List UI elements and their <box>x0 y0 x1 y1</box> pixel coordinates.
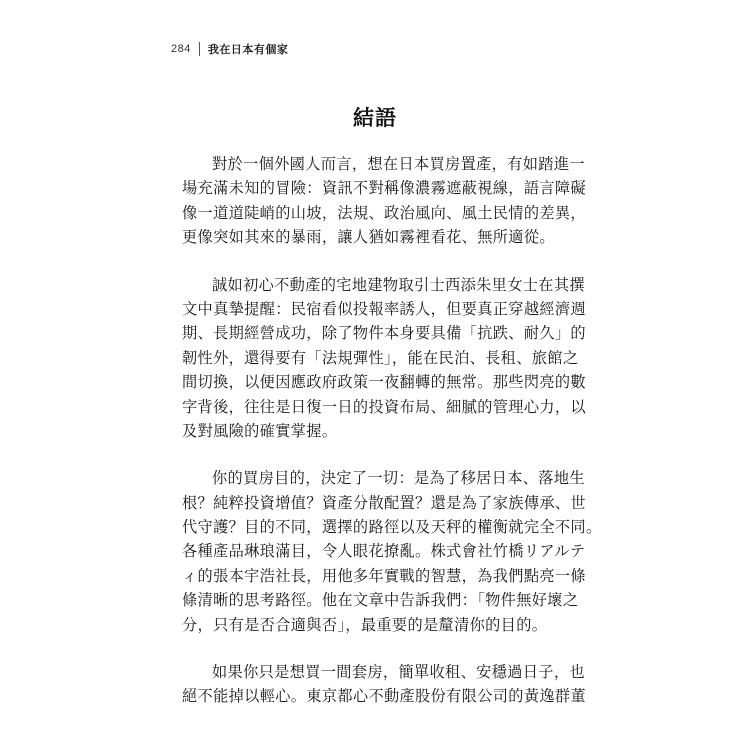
paragraph-line: 你的買房目的，決定了一切：是為了移居日本、落地生 <box>212 469 585 488</box>
paragraph-line: 場充滿未知的冒險：資訊不對稱像濃霧遮蔽視線，語言障礙 <box>182 179 586 198</box>
paragraph-gap <box>182 637 572 660</box>
paragraph-line: 韌性外，還得要有「法規彈性」，能在民泊、長租、旅館之 <box>182 348 579 367</box>
paragraph-line: 及對風險的確實掌握。 <box>182 421 338 440</box>
paragraph-line: 間切換，以便因應政府政策一夜翻轉的無常。那些閃亮的數 <box>182 373 586 392</box>
paragraph <box>182 152 586 250</box>
paragraph <box>182 660 586 709</box>
paragraph-line: 誠如初心不動產的宅地建物取引士西添朱里女士在其撰 <box>212 275 585 294</box>
page-number: 284 <box>171 43 191 55</box>
paragraph-line: 字背後，往往是日復一日的投資布局、細膩的管理心力，以 <box>182 397 586 416</box>
running-header <box>171 41 288 57</box>
chapter-title: 結語 <box>353 106 397 130</box>
paragraph-line: 各種產品琳琅滿目，令人眼花撩亂。株式會社竹橋リアルテ <box>182 542 586 561</box>
paragraph-line: 根？純粹投資增值？資產分散配置？還是為了家族傳承、世 <box>182 493 586 512</box>
paragraph-line: 條清晰的思考路徑。他在文章中告訴我們：「物件無好壞之 <box>182 591 579 610</box>
paragraph <box>182 273 586 444</box>
paragraph-line: 期、長期經營成功，除了物件本身要具備「抗跌、耐久」的 <box>182 324 586 343</box>
paragraph-line: 分，只有是否合適與否」，最重要的是釐清你的目的。 <box>182 615 548 634</box>
paragraph <box>182 466 602 637</box>
body-text <box>182 152 602 709</box>
paragraph-line: 像一道道陡峭的山坡，法規、政治風向、風土民情的差異， <box>182 203 586 222</box>
book-title: 我在日本有個家 <box>207 43 289 56</box>
paragraph-line: 文中真摯提醒：民宿看似投報率誘人，但要真正穿越經濟週 <box>182 299 586 318</box>
paragraph-line: 更像突如其來的暴雨，讓人猶如霧裡看花、無所適從。 <box>182 228 555 247</box>
paragraph-line: 如果你只是想買一間套房，簡單收租、安穩過日子，也 <box>212 663 585 682</box>
paragraph-line: 絕不能掉以輕心。東京都心不動產股份有限公司的黃逸群董 <box>182 687 586 706</box>
paragraph-line: 代守護？目的不同，選擇的路徑以及天秤的權衡就完全不同。 <box>182 518 602 537</box>
paragraph-gap <box>182 443 572 466</box>
paragraph-gap <box>182 250 572 273</box>
paragraph-line: ィ的張本宇浩社長，用他多年實戰的智慧，為我們點亮一條 <box>182 566 586 585</box>
paragraph-line: 對於一個外國人而言，想在日本買房置產，有如踏進一 <box>212 155 585 173</box>
header-divider <box>199 42 200 56</box>
